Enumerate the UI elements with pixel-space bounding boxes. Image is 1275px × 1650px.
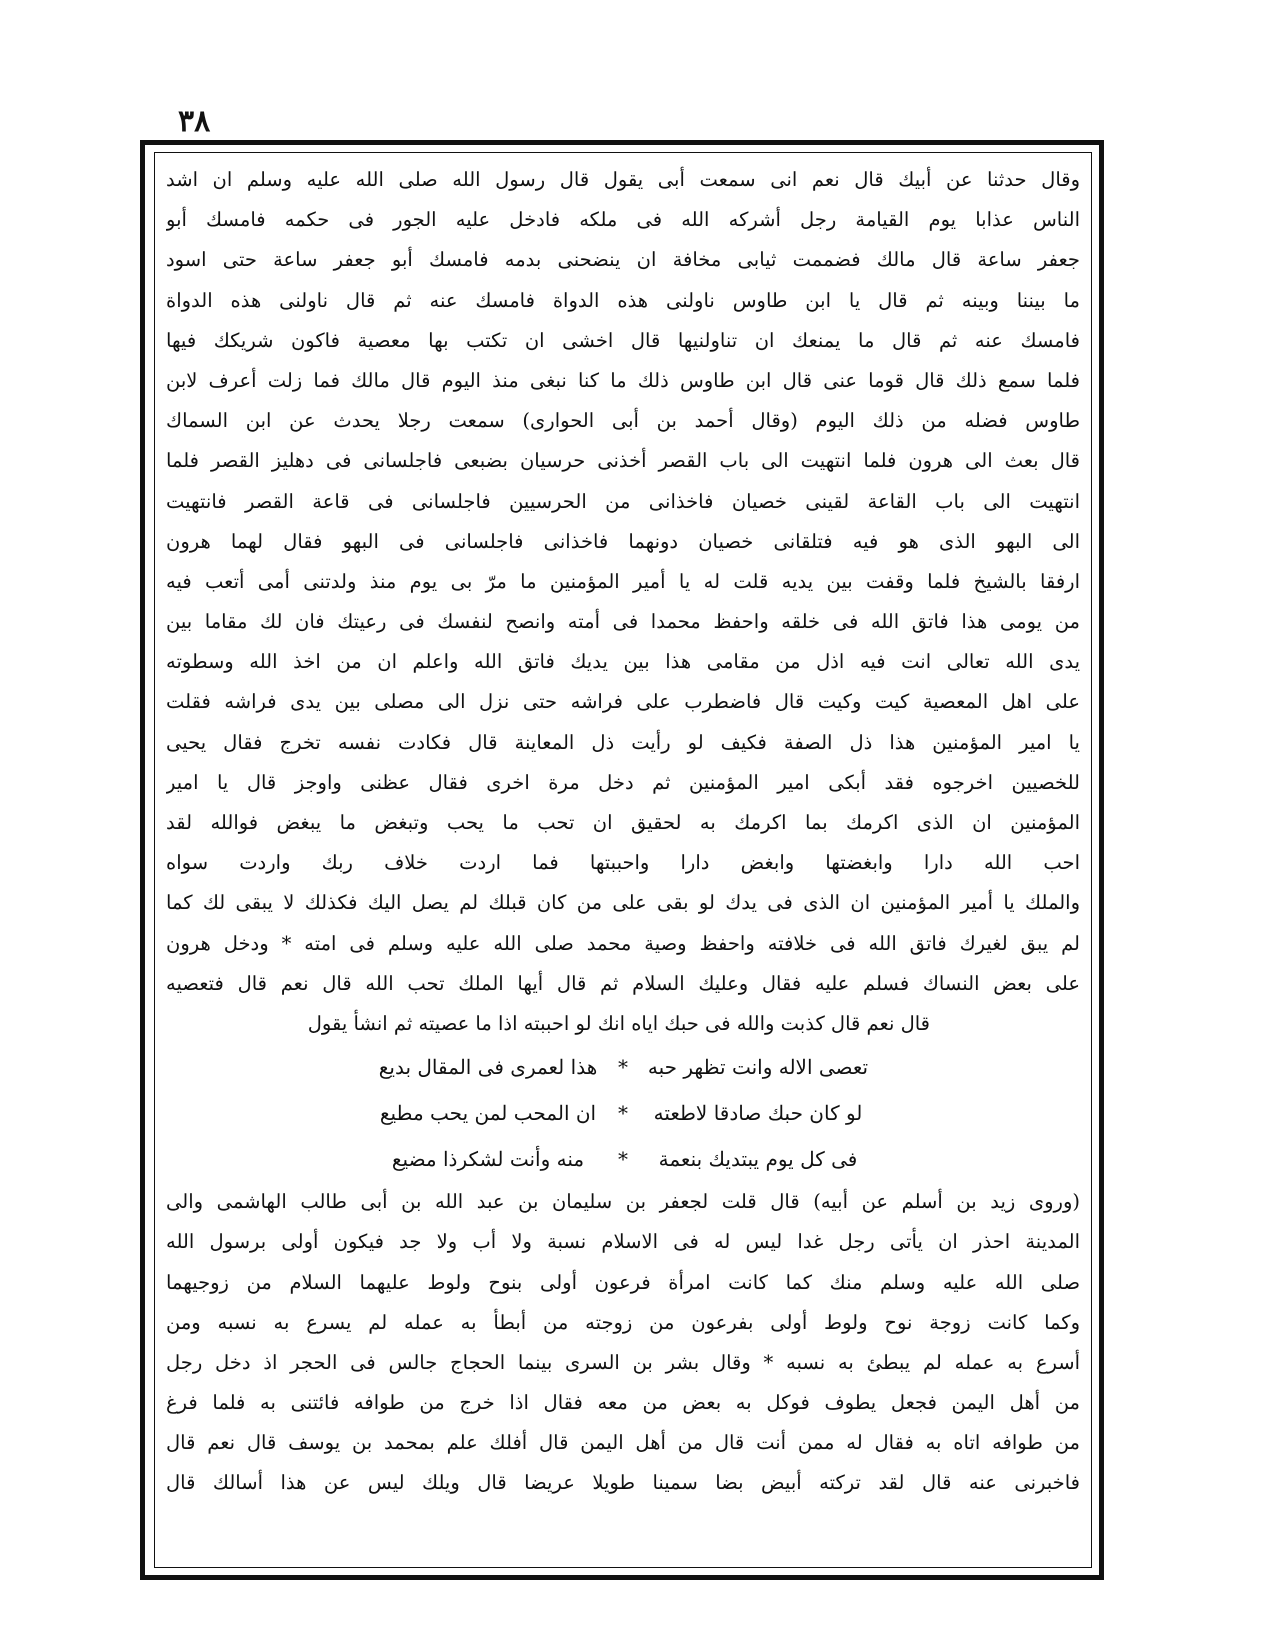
- text-line: انتهيت الى باب القاعة لقينى خصيان فاخذانى من الحرسيين فاجلسانى فى قاعة القصر فانتهيت: [166, 489, 1080, 513]
- text-block: [166, 160, 1080, 1504]
- body-paragraph-b: [166, 1182, 1080, 1504]
- text-line: وقال حدثنا عن أبيك قال نعم انى سمعت أبى يقول قال رسول الله صلى الله عليه وسلم ان اشد: [166, 168, 1080, 191]
- text-line: للخصيين اخرجوه فقد أبكى امير المؤمنين ثم دخل مرة اخرى فقال عظنى واوجز قال يا امير: [166, 770, 1080, 794]
- hemistich-second: هذا لعمرى فى المقال بديع: [378, 1055, 598, 1080]
- hemistich-first: لو كان حبك صادقا لاطعته: [653, 1101, 863, 1126]
- hemistich-first: فى كل يوم يبتديك بنعمة: [658, 1147, 858, 1172]
- verse-separator: *: [618, 1055, 628, 1080]
- text-line: جعفر ساعة قال مالك فضممت ثيابى مخافة ان ينضحنى بدمه فامسك أبو جعفر ساعة حتى اسود: [166, 248, 1080, 272]
- text-line: (وروى زيد بن أسلم عن أبيه) قال قلت لجعفر بن سليمان بن عبد الله بن أبى طالب الهاشمى والى: [166, 1190, 1080, 1214]
- poem-verse: [166, 1044, 1080, 1090]
- text-line: احب الله دارا وابغضتها وابغض دارا واحببتها فما اردت خلاف ربك واردت سواه: [166, 851, 1080, 875]
- text-line: المدينة احذر ان يأتى رجل غدا ليس له فى الاسلام نسبة ولا أب ولا جد فيكون أولى برسول الله: [166, 1230, 1080, 1254]
- line-before-poem: قال نعم قال كذبت والله فى حبك اياه انك لو احببته اذا ما عصيته ثم انشأ يقول: [307, 1011, 930, 1035]
- hemistich-second: منه وأنت لشكرذا مضيع: [391, 1147, 585, 1172]
- text-line: الناس عذابا يوم القيامة رجل أشركه الله فى ملكه فادخل عليه الجور فى حكمه فامسك أبو: [166, 208, 1080, 232]
- text-line: ما بيننا وبينه ثم قال يا ابن طاوس ناولنى هذه الدواة فامسك عنه ثم قال ناولنى هذه الدواة: [166, 288, 1080, 312]
- text-line: من أهل اليمن فجعل يطوف فوكل به بعض من معه فقال اذا خرج من طوافه فائتنى به فلما فرغ: [166, 1391, 1080, 1415]
- poem-verse: [166, 1136, 1080, 1182]
- text-line: الى البهو الذى هو فيه فتلقانى خصيان دونهما فاخذانى فاجلسانى فى البهو فقال لهما هرون: [166, 529, 1080, 553]
- text-line: ارفقا بالشيخ فلما وقفت بين يديه قلت له يا أمير المؤمنين ما مرّ بى يوم منذ ولدتنى أمى أتعب فيه: [166, 569, 1080, 593]
- text-line: لم يبق لغيرك فاتق الله فى خلافته واحفظ وصية محمد صلى الله عليه وسلم فى امته * ودخل هرون: [166, 931, 1080, 955]
- text-line: فلما سمع ذلك قال قوما عنى قال ابن طاوس ذلك ما كنا نبغى منذ اليوم قال مالك فما زلت أعرف لابن: [166, 368, 1080, 392]
- text-line: طاوس فضله من ذلك اليوم (وقال أحمد بن أبى الحوارى) سمعت رجلا يحدث عن ابن السماك: [166, 409, 1080, 433]
- text-line: على بعض النساك فسلم عليه فقال وعليك السلام ثم قال أيها الملك تحب الله قال نعم قال فتعصيه: [166, 971, 1080, 995]
- text-line: والملك يا أمير المؤمنين ان الذى فى يدك لو بقى على من كان قبلك لم يصل اليك فكذلك لا يبقى لك كما: [166, 891, 1080, 915]
- poem: [166, 1044, 1080, 1182]
- body-paragraph-a: [166, 160, 1080, 1004]
- verse-separator: *: [618, 1147, 628, 1172]
- text-line: يدى الله تعالى انت فيه اذل من مقامى هذا بين يديك فاتق الله واعلم ان من اخذ الله وسطوته: [166, 650, 1080, 674]
- poem-verse: [166, 1090, 1080, 1136]
- text-line: أسرع به عمله لم يبطئ به نسبه * وقال بشر بن السرى بينما الحجاج جالس فى الحجر اذ دخل رجل: [166, 1350, 1080, 1374]
- text-line: صلى الله عليه وسلم منك كما كانت امرأة فرعون أولى بنوح ولوط عليهما السلام من زوجيهما: [166, 1270, 1080, 1294]
- hemistich-first: تعصى الاله وانت تظهر حبه: [647, 1055, 869, 1080]
- text-line: فامسك عنه ثم قال ما يمنعك ان تناولنيها قال اخشى ان تكتب بها معصية فاكون شريكك فيها: [166, 328, 1080, 352]
- text-line: من يومى هذا فاتق الله فى خلقه واحفظ محمدا فى أمته وانصح لنفسك فى رعيتك فان لك مقاما بين: [166, 610, 1080, 634]
- text-line: على اهل المعصية كيت وكيت قال فاضطرب على فراشه حتى نزل الى مصلى بين يدى فراشه فقلت: [166, 690, 1080, 714]
- text-line: قال بعث الى هرون فلما انتهيت الى باب القصر أخذنى حرسيان بضبعى فاجلسانى فى دهليز القصر فلما: [166, 449, 1080, 473]
- text-line: فاخبرنى عنه قال لقد تركته أبيض بضا سمينا طويلا عريضا قال ويلك ليس عن هذا أسالك قال: [166, 1471, 1080, 1495]
- page-number: ٣٨: [178, 104, 211, 139]
- text-line: وكما كانت زوجة نوح ولوط أولى بفرعون من زوجته من أبطأ به عمله لم يسرع به نسبه ومن: [166, 1310, 1080, 1334]
- hemistich-second: ان المحب لمن يحب مطيع: [379, 1101, 597, 1126]
- text-line: يا امير المؤمنين هذا ذل الصفة فكيف لو رأيت ذل المعاينة قال فكادت نفسه تخرج فقال يحيى: [166, 730, 1080, 754]
- text-line: من طوافه اتاه به فقال له ممن أنت قال من أهل اليمن قال أفلك علم بمحمد بن يوسف قال نعم قال: [166, 1431, 1080, 1455]
- verse-separator: *: [618, 1101, 628, 1126]
- text-line: المؤمنين ان الذى اكرمك بما اكرمك به لحقيق ان تحب ما يحب وتبغض ما يبغض فوالله لقد: [166, 811, 1080, 834]
